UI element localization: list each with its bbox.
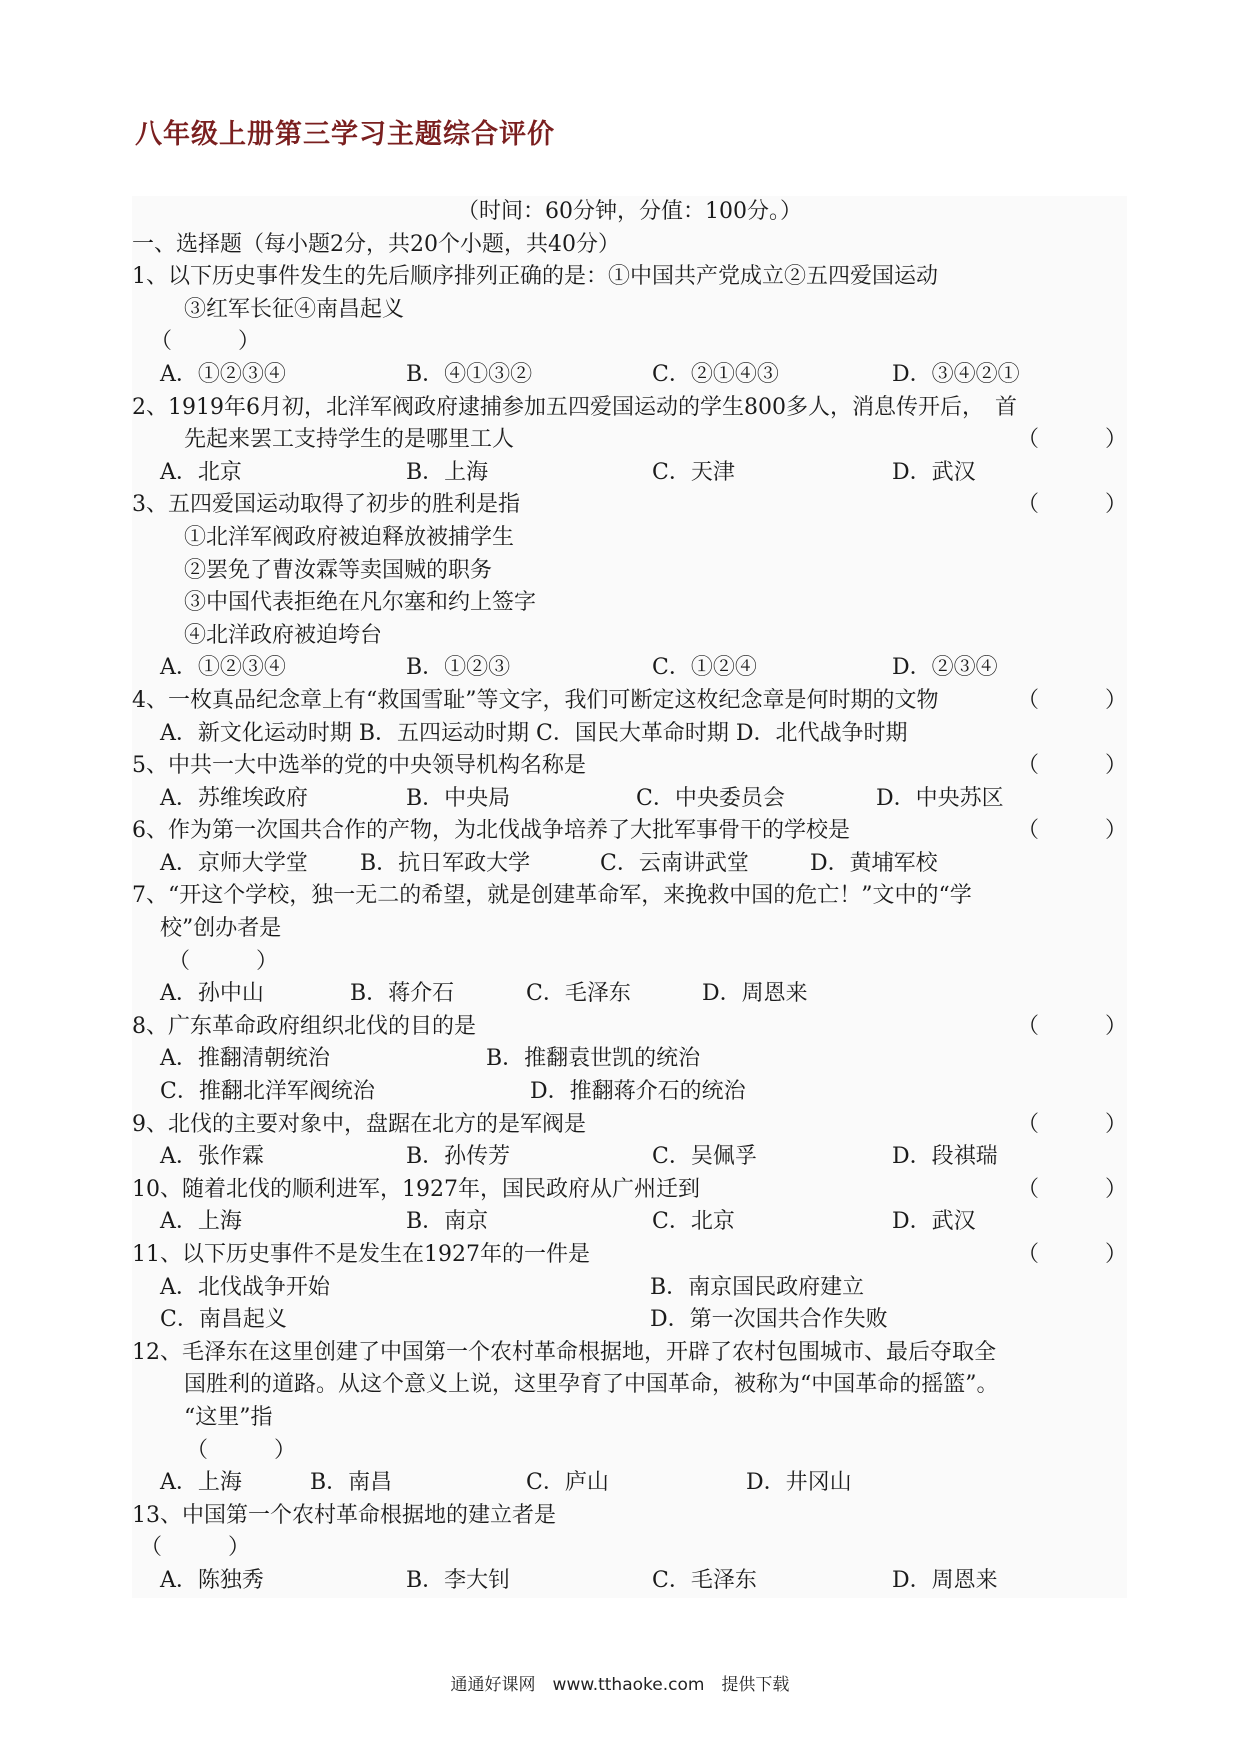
options-row — [132, 783, 1127, 816]
options-row — [132, 848, 1127, 881]
option-d[interactable]: D．井冈山 — [746, 1470, 852, 1496]
question-stem: “这里”指 — [184, 1404, 273, 1430]
header-note: （时间：60分钟，分值：100分。） — [457, 199, 802, 224]
answer-blank[interactable]: （ ） — [1016, 1176, 1127, 1202]
option-b[interactable]: B．南京 — [406, 1209, 489, 1235]
option-c[interactable]: C．毛泽东 — [652, 1567, 757, 1593]
options-row — [132, 1206, 1127, 1239]
option-a[interactable]: A．张作霖 — [160, 1144, 264, 1170]
answer-blank[interactable]: （ ） — [168, 948, 279, 974]
options-row — [132, 978, 1127, 1011]
question-stem: 1、以下历史事件发生的先后顺序排列正确的是：①中国共产党成立②五四爱国运动 — [132, 264, 938, 290]
option-c[interactable]: C．推翻北洋军阀统治 — [160, 1079, 375, 1105]
options-row — [132, 457, 1127, 490]
option-c[interactable]: C．天津 — [652, 459, 735, 485]
section-heading: 一、选择题（每小题2分，共20个小题，共40分） — [132, 231, 620, 257]
option-d[interactable]: D．②③④ — [892, 655, 998, 681]
answer-blank[interactable]: （ ） — [1016, 1111, 1127, 1137]
answer-blank[interactable]: （ ） — [140, 1535, 251, 1561]
option-b[interactable]: B．孙传芳 — [406, 1144, 511, 1170]
question-stem: 6、作为第一次国共合作的产物，为北伐战争培养了大批军事骨干的学校是 — [132, 818, 850, 844]
option-b[interactable]: B．蒋介石 — [350, 981, 455, 1007]
options-row — [132, 1043, 1127, 1076]
list-item: ①北洋军阀政府被迫释放被捕学生 — [184, 524, 515, 550]
option-c[interactable]: C．云南讲武堂 — [600, 850, 749, 876]
option-d[interactable]: D．中央苏区 — [876, 785, 1004, 811]
answer-blank[interactable]: （ ） — [1016, 492, 1127, 518]
answer-blank[interactable]: （ ） — [1016, 427, 1127, 453]
option-c[interactable]: C．吴佩孚 — [652, 1144, 757, 1170]
question-stem: ③红军长征④南昌起义 — [184, 296, 405, 322]
answer-blank[interactable]: （ ） — [1016, 818, 1127, 844]
answer-blank[interactable]: （ ） — [1016, 1242, 1127, 1267]
answer-blank[interactable]: （ ） — [186, 1437, 297, 1463]
question-stem: 9、北伐的主要对象中，盘踞在北方的是军阀是 — [132, 1111, 586, 1137]
question-stem: 10、随着北伐的顺利进军，1927年，国民政府从广州迁到 — [132, 1176, 700, 1202]
option-b[interactable]: B．李大钊 — [406, 1567, 511, 1593]
question-stem: 校”创办者是 — [160, 916, 282, 942]
option-d[interactable]: D．黄埔军校 — [810, 850, 938, 876]
option-a[interactable]: A．北京 — [160, 459, 242, 485]
option-c[interactable]: C．北京 — [652, 1209, 735, 1235]
options-row[interactable]: A．新文化运动时期 B．五四运动时期 C．国民大革命时期 D．北代战争时期 — [160, 720, 908, 746]
option-b[interactable]: B．中央局 — [406, 785, 511, 811]
list-item: ②罢免了曹汝霖等卖国贼的职务 — [184, 557, 493, 583]
option-b[interactable]: B．南京国民政府建立 — [650, 1274, 865, 1300]
footer-credit: 通通好课网 www.tthaoke.com 提供下载 — [450, 1675, 790, 1695]
option-a[interactable]: A．上海 — [160, 1209, 242, 1235]
option-a[interactable]: A．①②③④ — [160, 655, 286, 681]
question-sheet — [132, 196, 1127, 1598]
option-a[interactable]: A．苏维埃政府 — [160, 785, 308, 811]
answer-blank[interactable]: （ ） — [150, 329, 261, 355]
option-d[interactable]: D．武汉 — [892, 1209, 976, 1235]
options-row — [132, 1467, 1127, 1500]
question-stem: 4、一枚真品纪念章上有“救国雪耻”等文字，我们可断定这枚纪念章是何时期的文物 — [132, 687, 939, 713]
question-stem: 7、“开这个学校，独一无二的希望，就是创建革命军，来挽救中国的危亡！”文中的“学 — [132, 883, 972, 909]
option-b[interactable]: B．④①③② — [406, 361, 533, 387]
option-c[interactable]: C．中央委员会 — [636, 785, 785, 811]
option-c[interactable]: C．南昌起义 — [160, 1307, 287, 1333]
option-d[interactable]: D．段祺瑞 — [892, 1144, 998, 1170]
option-b[interactable]: B．南昌 — [310, 1470, 393, 1496]
option-b[interactable]: B．抗日军政大学 — [360, 850, 531, 876]
option-d[interactable]: D．武汉 — [892, 459, 976, 485]
option-d[interactable]: D．③④②① — [892, 361, 1020, 387]
option-d[interactable]: D．周恩来 — [702, 981, 808, 1007]
option-b[interactable]: B．上海 — [406, 459, 489, 485]
options-row — [132, 1304, 1127, 1337]
option-d[interactable]: D．周恩来 — [892, 1567, 998, 1593]
option-a[interactable]: A．陈独秀 — [160, 1567, 264, 1593]
question-stem: 11、以下历史事件不是发生在1927年的一件是 — [132, 1242, 590, 1267]
option-a[interactable]: A．孙中山 — [160, 981, 264, 1007]
question-stem: 国胜利的道路。从这个意义上说，这里孕育了中国革命，被称为“中国革命的摇篮”。 — [184, 1372, 999, 1398]
question-stem: 13、中国第一个农村革命根据地的建立者是 — [132, 1502, 556, 1528]
list-item: ④北洋政府被迫垮台 — [184, 622, 383, 648]
list-item: ③中国代表拒绝在凡尔塞和约上签字 — [184, 590, 537, 616]
options-row — [132, 652, 1127, 685]
option-a[interactable]: A．推翻清朝统治 — [160, 1046, 330, 1072]
option-c[interactable]: C．①②④ — [652, 655, 757, 681]
question-stem: 2、1919年6月初，北洋军阀政府逮捕参加五四爱国运动的学生800多人，消息传开后， 首 — [132, 394, 1017, 420]
options-row — [132, 1141, 1127, 1174]
option-d[interactable]: D．第一次国共合作失败 — [650, 1307, 888, 1333]
option-c[interactable]: C．庐山 — [526, 1470, 609, 1496]
option-b[interactable]: B．①②③ — [406, 655, 511, 681]
options-row — [132, 1076, 1127, 1109]
option-b[interactable]: B．推翻袁世凯的统治 — [486, 1046, 701, 1072]
answer-blank[interactable]: （ ） — [1016, 1013, 1127, 1039]
page-title: 八年级上册第三学习主题综合评价 — [135, 119, 555, 150]
question-stem: 先起来罢工支持学生的是哪里工人 — [184, 427, 515, 453]
options-row — [132, 359, 1127, 392]
option-d[interactable]: D．推翻蒋介石的统治 — [530, 1079, 746, 1105]
question-stem: 5、中共一大中选举的党的中央领导机构名称是 — [132, 753, 586, 779]
question-stem: 12、毛泽东在这里创建了中国第一个农村革命根据地，开辟了农村包围城市、最后夺取全 — [132, 1339, 996, 1365]
option-a[interactable]: A．北伐战争开始 — [160, 1274, 330, 1300]
options-row — [132, 1565, 1127, 1598]
options-row — [132, 1272, 1127, 1305]
question-stem: 3、五四爱国运动取得了初步的胜利是指 — [132, 492, 520, 518]
answer-blank[interactable]: （ ） — [1016, 687, 1127, 713]
question-stem: 8、广东革命政府组织北伐的目的是 — [132, 1013, 476, 1039]
option-a[interactable]: A．上海 — [160, 1470, 242, 1496]
option-a[interactable]: A．京师大学堂 — [160, 850, 308, 876]
answer-blank[interactable]: （ ） — [1016, 753, 1127, 779]
option-c[interactable]: C．②①④③ — [652, 361, 779, 387]
option-c[interactable]: C．毛泽东 — [526, 981, 631, 1007]
option-a[interactable]: A．①②③④ — [160, 361, 286, 387]
